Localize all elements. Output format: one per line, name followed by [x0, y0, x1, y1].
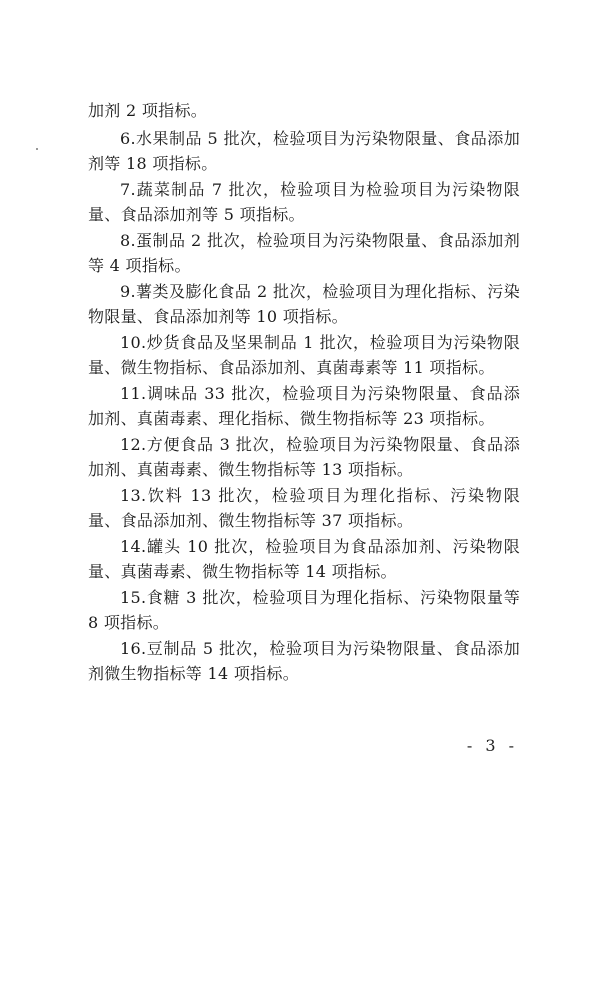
document-body	[88, 98, 520, 687]
list-item: 16.豆制品 5 批次，检验项目为污染物限量、食品添加剂微生物指标等 14 项指标。	[88, 638, 520, 683]
list-item: 11.调味品 33 批次，检验项目为污染物限量、食品添加剂、真菌毒素、理化指标、微生物指标等 23 项指标。	[88, 383, 520, 428]
list-item: 8.蛋制品 2 批次，检验项目为污染物限量、食品添加剂等 4 项指标。	[88, 230, 520, 275]
continuation-paragraph: 加剂 2 项指标。	[88, 101, 208, 120]
scan-speck	[36, 148, 38, 150]
list-item: 13.饮料 13 批次，检验项目为理化指标、污染物限量、食品添加剂、微生物指标等 37 项指标。	[88, 485, 520, 530]
list-item: 7.蔬菜制品 7 批次，检验项目为检验项目为污染物限量、食品添加剂等 5 项指标。	[88, 179, 520, 224]
list-item: 15.食糖 3 批次，检验项目为理化指标、污染物限量等 8 项指标。	[88, 587, 520, 632]
list-item: 14.罐头 10 批次，检验项目为食品添加剂、污染物限量、真菌毒素、微生物指标等 14 项指标。	[88, 536, 520, 581]
list-item: 12.方便食品 3 批次，检验项目为污染物限量、食品添加剂、真菌毒素、微生物指标等 13 项指标。	[88, 434, 520, 479]
list-item: 6.水果制品 5 批次，检验项目为污染物限量、食品添加剂等 18 项指标。	[88, 128, 520, 173]
page-number: - 3 -	[466, 736, 518, 755]
list-item: 9.薯类及膨化食品 2 批次，检验项目为理化指标、污染物限量、食品添加剂等 10 项指标。	[88, 281, 520, 326]
list-item: 10.炒货食品及坚果制品 1 批次，检验项目为污染物限量、微生物指标、食品添加剂、真菌毒素等 11 项指标。	[88, 332, 520, 377]
